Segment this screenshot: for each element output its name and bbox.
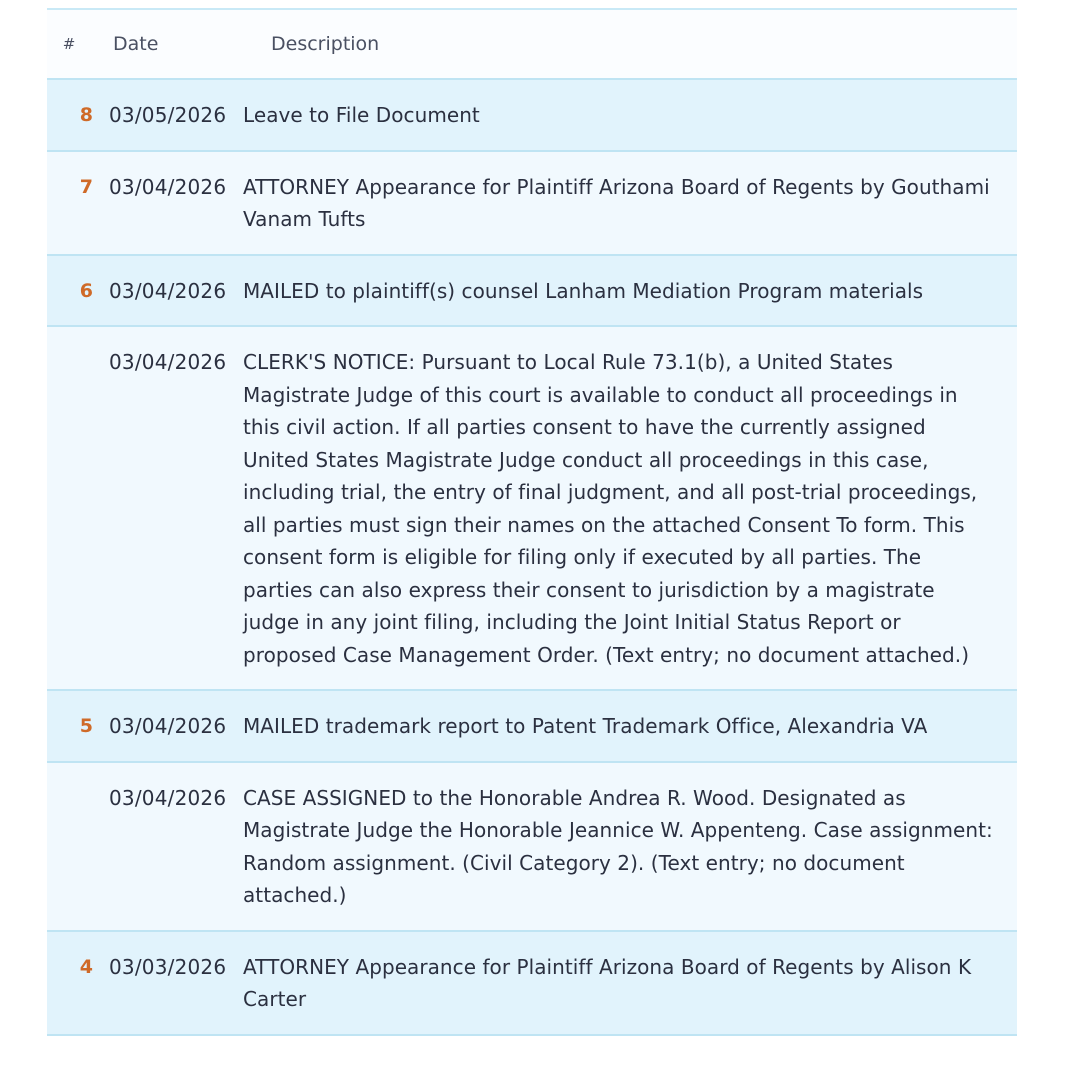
entry-description: MAILED trademark report to Patent Trademark Office, Alexandria VA [243,714,928,738]
entry-description: ATTORNEY Appearance for Plaintiff Arizona Board of Regents by Alison K Carter [243,954,972,1011]
entry-date: 03/04/2026 [109,174,227,199]
entry-number[interactable]: 4 [79,955,93,978]
entry-date: 03/03/2026 [109,954,227,979]
entry-number[interactable]: 7 [79,175,93,198]
docket-entry-row [47,932,1017,1036]
docket-entry-row [47,256,1017,328]
docket-entry-row [47,80,1017,152]
entry-number[interactable]: 8 [79,104,93,126]
docket-entry-row [47,691,1017,763]
entry-description: CASE ASSIGNED to the Honorable Andrea R. Wood. Designated as Magistrate Judge the Honorable Jeannice W. Appenteng. Case assignment: Random assignment. (Civil Category 2). (Text entry; no document attached.) [243,785,993,907]
entry-date: 03/04/2026 [109,278,227,303]
column-header-description: Description [271,33,380,55]
entry-date: 03/04/2026 [109,350,227,374]
column-header-date: Date [113,33,159,55]
entry-description: MAILED to plaintiff(s) counsel Lanham Mediation Program materials [243,278,924,303]
column-header-number: # [62,35,76,53]
table-header [47,10,1017,80]
docket-entry-row [47,763,1017,932]
entry-description: Leave to File Document [243,103,480,127]
entry-number[interactable]: 5 [79,715,93,737]
entry-date: 03/04/2026 [109,785,227,810]
docket-entry-row [47,152,1017,256]
docket-entry-row [47,327,1017,691]
entry-description: CLERK'S NOTICE: Pursuant to Local Rule 73.1(b), a United States Magistrate Judge of this court is available to conduct all proceedings in this civil action. If all parties consent to have the currently assigned United States Magistrate Judge conduct all proceedings in this case, including trial, the entry of final judgment, and all post-trial proceedings, all parties must sign their names on the attached Consent To form. This consent form is eligible for filing only if executed by all parties. The parties can also express their consent to jurisdiction by a magistrate judge in any joint filing, including the Joint Initial Status Report or proposed Case Management Order. (Text entry; no document attached.) [243,350,978,667]
entry-description: ATTORNEY Appearance for Plaintiff Arizona Board of Regents by Gouthami Vanam Tufts [243,174,990,231]
docket-table [47,8,1017,1036]
entry-date: 03/05/2026 [109,103,227,127]
entry-date: 03/04/2026 [109,714,227,738]
entry-number[interactable]: 6 [79,279,93,302]
